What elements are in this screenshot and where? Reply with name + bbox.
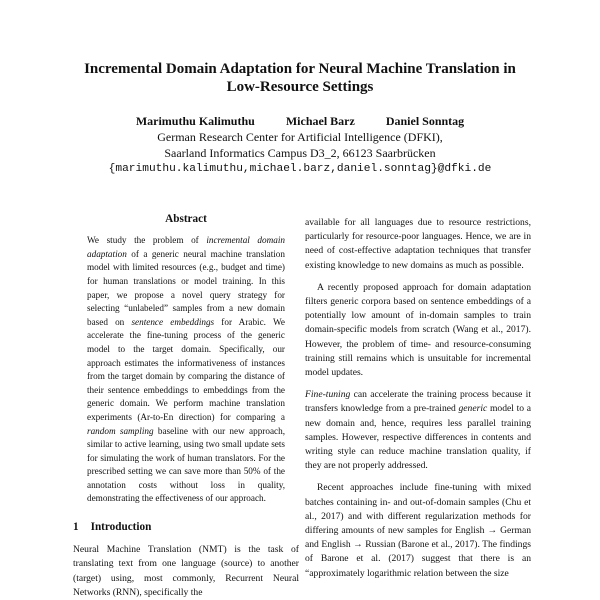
address: Saarland Informatics Campus D3_2, 66123 Saarbrücken [164,146,436,160]
right-column [305,216,531,581]
introduction-paragraph: Neural Machine Translation (NMT) is the task of translating text from one language (source) to another (target) using, most commonly, Recurrent Neural Networks (RNN), specifically the [73,544,299,598]
abstract-text: We study the problem of incremental domain adaptation of a generic neural machine translation model with limited resources (e.g., budget and time) for human translations or model training. In this paper, we propose a novel query strategy for selecting “unlabeled” samples from a new domain based on sentence embeddings for Arabic. We accelerate the fine-tuning process of the generic model to the target domain. Specifically, our approach estimates the informativeness of instances from the target domain by comparing the distance of their sentence embeddings to embeddings from the generic domain. We perform machine translation experiments (Ar-to-En direction) for comparing a random sampling baseline with our new approach, similar to active learning, using two small update sets for simulating the work of human translators. For the prescribed setting we can save more than 50% of the annotation costs without loss in quality, demonstrating the effectiveness of our approach. [87,235,285,504]
emphasis: Fine-tuning [305,389,351,401]
paragraph: A recently proposed approach for domain adaptation filters generic corpora based on sentence embeddings of a potentially low amount of in-domain samples to train domain-specific models from scratch (Wang et al., 2017). However, the problem of time- and resource-consuming training still remains which is unsuitable for incremental model updates. [305,281,531,379]
emphasis: generic [458,403,488,415]
author-name: Marimuthu Kalimuthu [135,114,255,128]
left-column [73,212,299,600]
title-line-2: Low-Resource Settings [226,79,374,95]
title-line-1: Incremental Domain Adaptation for Neural Machine Translation in [84,61,516,77]
abstract-body [73,234,299,506]
emphasis: incremental domain adaptation [87,235,285,259]
section-heading-introduction [73,520,299,534]
paper-title [60,60,540,96]
paragraph: Fine-tuning can accelerate the training process because it transfers knowledge from a pre-trained generic model to a new domain and, hence, requires less parallel training samples. However, respective differences in contents and writing style can reduce machine translation quality, if they are not properly addressed. [305,389,531,472]
author-block [60,113,540,177]
emphasis: sentence embeddings [131,316,215,327]
paragraph: available for all languages due to resource restrictions, particularly for resource-poor languages. Hence, we are in need of cost-effective adaptation techniques that transfer existing knowledge to new domains as much as possible. [305,217,531,271]
abstract-heading: Abstract [165,213,207,225]
author-names [60,113,540,129]
author-name: Michael Barz [285,114,355,128]
author-name: Daniel Sonntag [385,114,465,128]
emphasis: random sampling [87,425,154,436]
section-number: 1 [73,521,79,534]
author-emails: {marimuthu.kalimuthu,michael.barz,daniel.sonntag}@dfki.de [108,163,492,175]
paragraph: Recent approaches include fine-tuning with mixed batches containing in- and out-of-domain samples (Chu et al., 2017) and with different regularization methods for differing amounts of new samples for English → German and English → Russian (Barone et al., 2017). The findings of Barone et al. (2017) suggest that there is an “approximately logarithmic relation between the size [305,482,531,579]
section-title: Introduction [90,521,152,534]
affiliation: German Research Center for Artificial Intelligence (DFKI), [157,130,443,144]
